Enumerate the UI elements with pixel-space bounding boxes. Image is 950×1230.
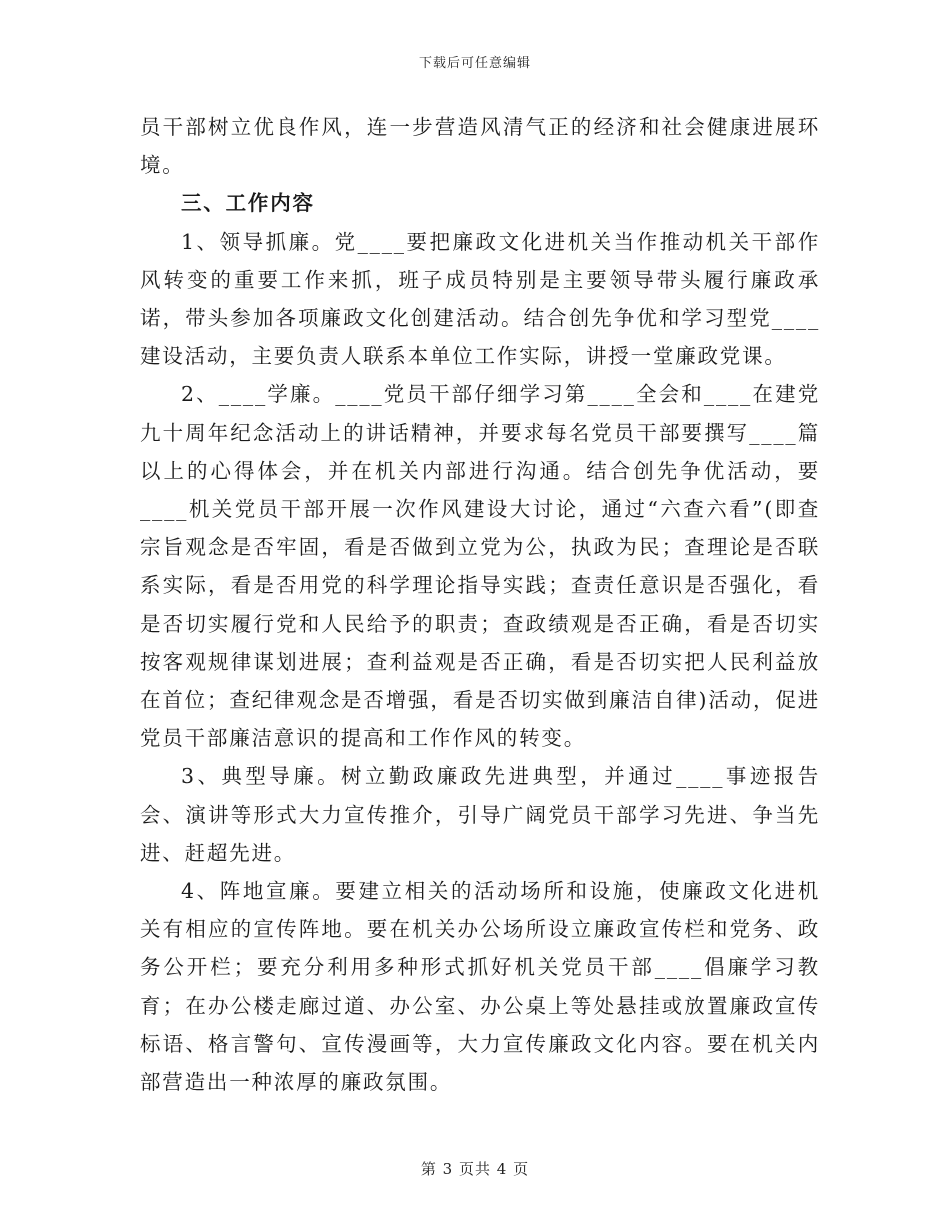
item-paragraph-4: 4、阵地宣廉。要建立相关的活动场所和设施，使廉政文化进机关有相应的宣传阵地。要在机关办公场所设立廉政宣传栏和党务、政务公开栏；要充分利用多种形式抓好机关党员干部____倡廉学习教育；在办公楼走廊过道、办公室、办公桌上等处悬挂或放置廉政宣传标语、格言警句、宣传漫画等，大力宣传廉政文化内容。要在机关内部营造出一种浓厚的廉政氛围。	[140, 879, 820, 1095]
page-footer: 第 3 页共 4 页	[420, 1160, 530, 1178]
continuation-paragraph: 员干部树立优良作风，连一步营造风清气正的经济和社会健康进展环境。	[140, 115, 820, 178]
item-paragraph-1: 1、领导抓廉。党____要把廉政文化进机关当作推动机关干部作风转变的重要工作来抓，班子成员特别是主要领导带头履行廉政承诺，带头参加各项廉政文化创建活动。结合创先争优和学习型党____建设活动，主要负责人联系本单位工作实际，讲授一堂廉政党课。	[140, 229, 820, 369]
item-paragraph-3: 3、典型导廉。树立勤政廉政先进典型，并通过____事迹报告会、演讲等形式大力宣传推介，引导广阔党员干部学习先进、争当先进、赶超先进。	[140, 764, 820, 865]
page-header: 下载后可任意编辑	[418, 56, 531, 71]
document-body	[140, 108, 820, 1101]
item-paragraph-2: 2、____学廉。____党员干部仔细学习第____全会和____在建党九十周年纪念活动上的讲话精神，并要求每名党员干部要撰写____篇以上的心得体会，并在机关内部进行沟通。结合创先争优活动，要____机关党员干部开展一次作风建设大讨论，通过“六查六看”(即查宗旨观念是否牢固，看是否做到立党为公，执政为民；查理论是否联系实际，看是否用党的科学理论指导实践；查责任意识是否强化，看是否切实履行党和人民给予的职责；查政绩观是否正确，看是否切实按客观规律谋划进展；查利益观是否正确，看是否切实把人民利益放在首位；查纪律观念是否增强，看是否切实做到廉洁自律)活动，促进党员干部廉洁意识的提高和工作作风的转变。	[140, 382, 820, 751]
section-heading: 三、工作内容	[181, 191, 315, 216]
